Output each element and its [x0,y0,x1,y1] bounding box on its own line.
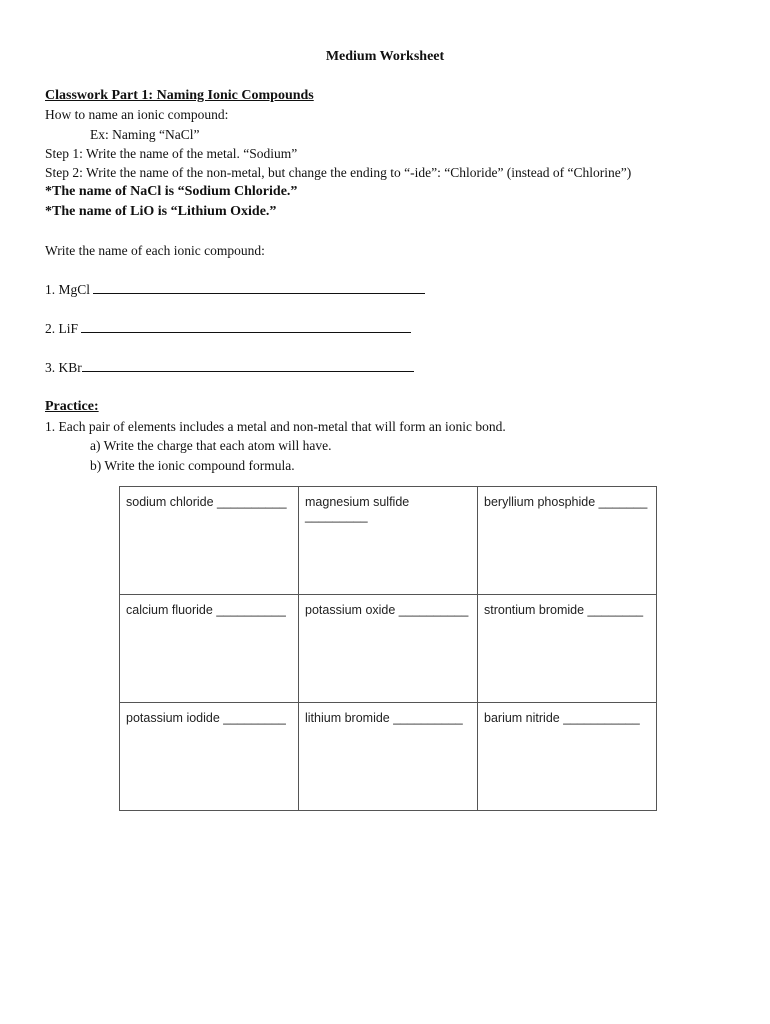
practice-part-a: a) Write the charge that each atom will have. [90,438,332,453]
grid-cell[interactable]: potassium oxide __________ [299,595,478,703]
grid-row [120,487,657,595]
grid-cell[interactable]: potassium iodide _________ [120,703,299,811]
grid-cell[interactable]: beryllium phosphide _______ [478,487,657,595]
grid-row [120,595,657,703]
section-heading: Classwork Part 1: Naming Ionic Compounds [45,88,314,103]
grid-cell[interactable]: calcium fluoride __________ [120,595,299,703]
practice-grid [119,486,657,811]
grid-cell[interactable]: barium nitride ___________ [478,703,657,811]
answer-blank[interactable] [82,359,414,372]
example-text: Ex: Naming “NaCl” [90,127,200,142]
question-label: 3. KBr [45,360,82,375]
question-item [45,281,425,299]
grid-cell[interactable]: strontium bromide ________ [478,595,657,703]
question-label: 1. MgCl [45,282,91,297]
note-nacl: *The name of NaCl is “Sodium Chloride.” [45,184,298,199]
instruction-text: Write the name of each ionic compound: [45,243,265,258]
grid-cell[interactable]: sodium chloride __________ [120,487,299,595]
practice-item-1: 1. Each pair of elements includes a metal and non-metal that will form an ionic bond. [45,419,506,434]
how-to-text: How to name an ionic compound: [45,107,229,122]
answer-blank[interactable] [93,281,425,294]
question-label: 2. LiF [45,321,79,336]
grid-cell[interactable]: magnesium sulfide _________ [299,487,478,595]
step-2-text: Step 2: Write the name of the non-metal, but change the ending to “-ide”: “Chloride” (instead of “Chlorine”) [45,165,632,180]
practice-part-b: b) Write the ionic compound formula. [90,458,295,473]
step-1-text: Step 1: Write the name of the metal. “Sodium” [45,146,298,161]
practice-heading: Practice: [45,399,99,414]
question-item [45,320,411,338]
page-title: Medium Worksheet [325,49,445,64]
grid-row [120,703,657,811]
question-item [45,359,414,377]
note-lio: *The name of LiO is “Lithium Oxide.” [45,204,277,219]
grid-cell[interactable]: lithium bromide __________ [299,703,478,811]
answer-blank[interactable] [81,320,411,333]
